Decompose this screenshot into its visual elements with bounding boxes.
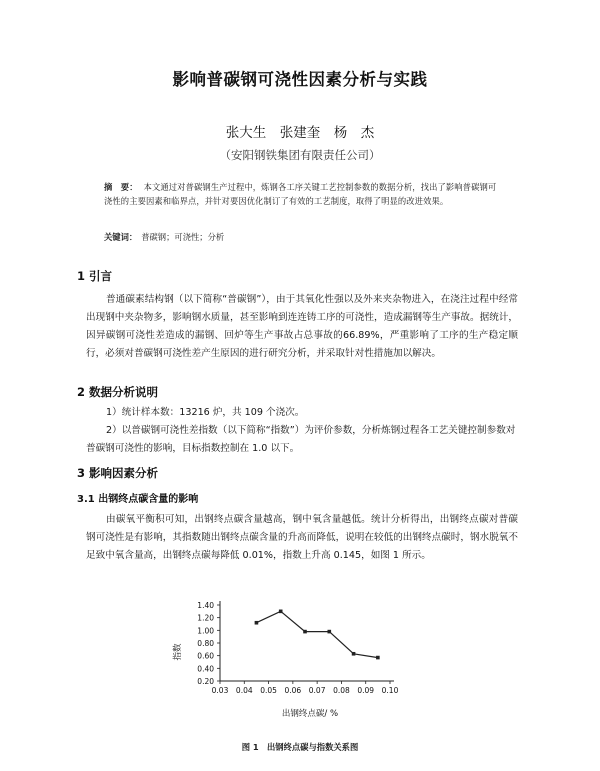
x-tick-label: 0.07 [308,686,326,695]
subsection-3-1-heading: 3.1 出钢终点碳含量的影响 [77,494,199,505]
authors: 张大生 张建奎 杨 杰 [225,125,375,141]
figure-caption: 图 1 出钢终点碳与指数关系图 [241,742,359,752]
y-tick-label: 1.20 [197,613,214,623]
chart-y-ticks [197,601,220,686]
x-tick-label: 0.03 [211,686,229,695]
abstract-text: 本文通过对普碳钢生产过程中，炼钢各工序关键工艺控制参数的数据分析，找出了影响普碳钢可浇性的主要因素和临界点，并针对要因优化制订了有效的工艺制度，取得了明显的改进效果。 [104,182,497,206]
chart-series [255,610,380,660]
abstract-label: 摘 要： [104,182,138,192]
data-point [303,630,307,634]
keywords [104,231,504,243]
x-tick-label: 0.09 [357,686,375,695]
data-point [352,652,356,656]
section-2-item-1: 1）统计样本数：13216 炉，共 109 个浇次。 [106,407,305,418]
chart-x-label: 出钢终点碳/ % [281,709,339,719]
affiliation: （安阳钢铁集团有限责任公司） [219,148,381,162]
x-tick-label: 0.10 [381,686,399,695]
series-line [256,611,378,657]
data-point [255,621,259,625]
y-tick-label: 0.40 [197,664,214,674]
section-2-heading: 2 数据分析说明 [77,385,159,399]
y-tick-label: 1.00 [197,626,214,636]
abstract [104,180,504,208]
keywords-text: 普碳钢；可浇性；分析 [141,232,225,242]
chart-y-label: 指数 [173,643,183,661]
keywords-label: 关键词： [104,232,138,242]
section-1-paragraph: 普通碳素结构钢（以下简称“普碳钢”），由于其氧化性强以及外来夹杂物进入，在浇注过程中经常出现钢中夹杂物多，影响钢水质量，甚至影响到连连铸工序的可浇性，造成漏钢等生产事故。据统计，因异碳钢可浇性差造成的漏钢、回炉等生产事故占总事故的66.89%，严重影响了工序的生产稳定顺行，必须对普碳钢可浇性差产生原因的进行研究分析，并采取针对性措施加以解决。 [86,294,518,359]
x-tick-label: 0.06 [284,686,302,695]
data-point [376,656,380,660]
section-2-item-2: 2）以普碳钢可浇性差指数（以下简称“指数”）为评价参数，分析炼钢过程各工艺关键控制参数对普碳钢可浇性的影响，目标指数控制在 1.0 以下。 [86,425,516,454]
x-tick-label: 0.08 [333,686,350,695]
chart-carbon-vs-index [170,597,420,723]
chart-x-ticks [212,681,399,695]
y-tick-label: 0.60 [197,651,214,661]
section-1-heading: 1 引言 [77,269,113,283]
data-point [279,610,283,614]
section-3-1-paragraph: 由碳氧平衡积可知，出钢终点碳含量越高，钢中氧含量越低。统计分析得出，出钢终点碳对普碳钢可浇性是有影响，其指数随出钢终点碳含量的升高而降低，说明在较低的出钢终点碳时，钢水脱氧不足致中氧含量高，出钢终点碳每降低 0.01%，指数上升高 0.145，如图 1 所示。 [86,514,518,561]
y-tick-label: 1.40 [197,601,214,610]
x-tick-label: 0.05 [260,686,277,695]
chart-axes [220,601,394,681]
data-point [327,630,331,634]
x-tick-label: 0.04 [235,686,253,695]
y-tick-label: 0.80 [197,639,214,648]
section-3-heading: 3 影响因素分析 [77,466,159,480]
paper-title: 影响普碳钢可浇性因素分析与实践 [172,70,428,89]
y-tick-label: 0.20 [197,677,214,686]
